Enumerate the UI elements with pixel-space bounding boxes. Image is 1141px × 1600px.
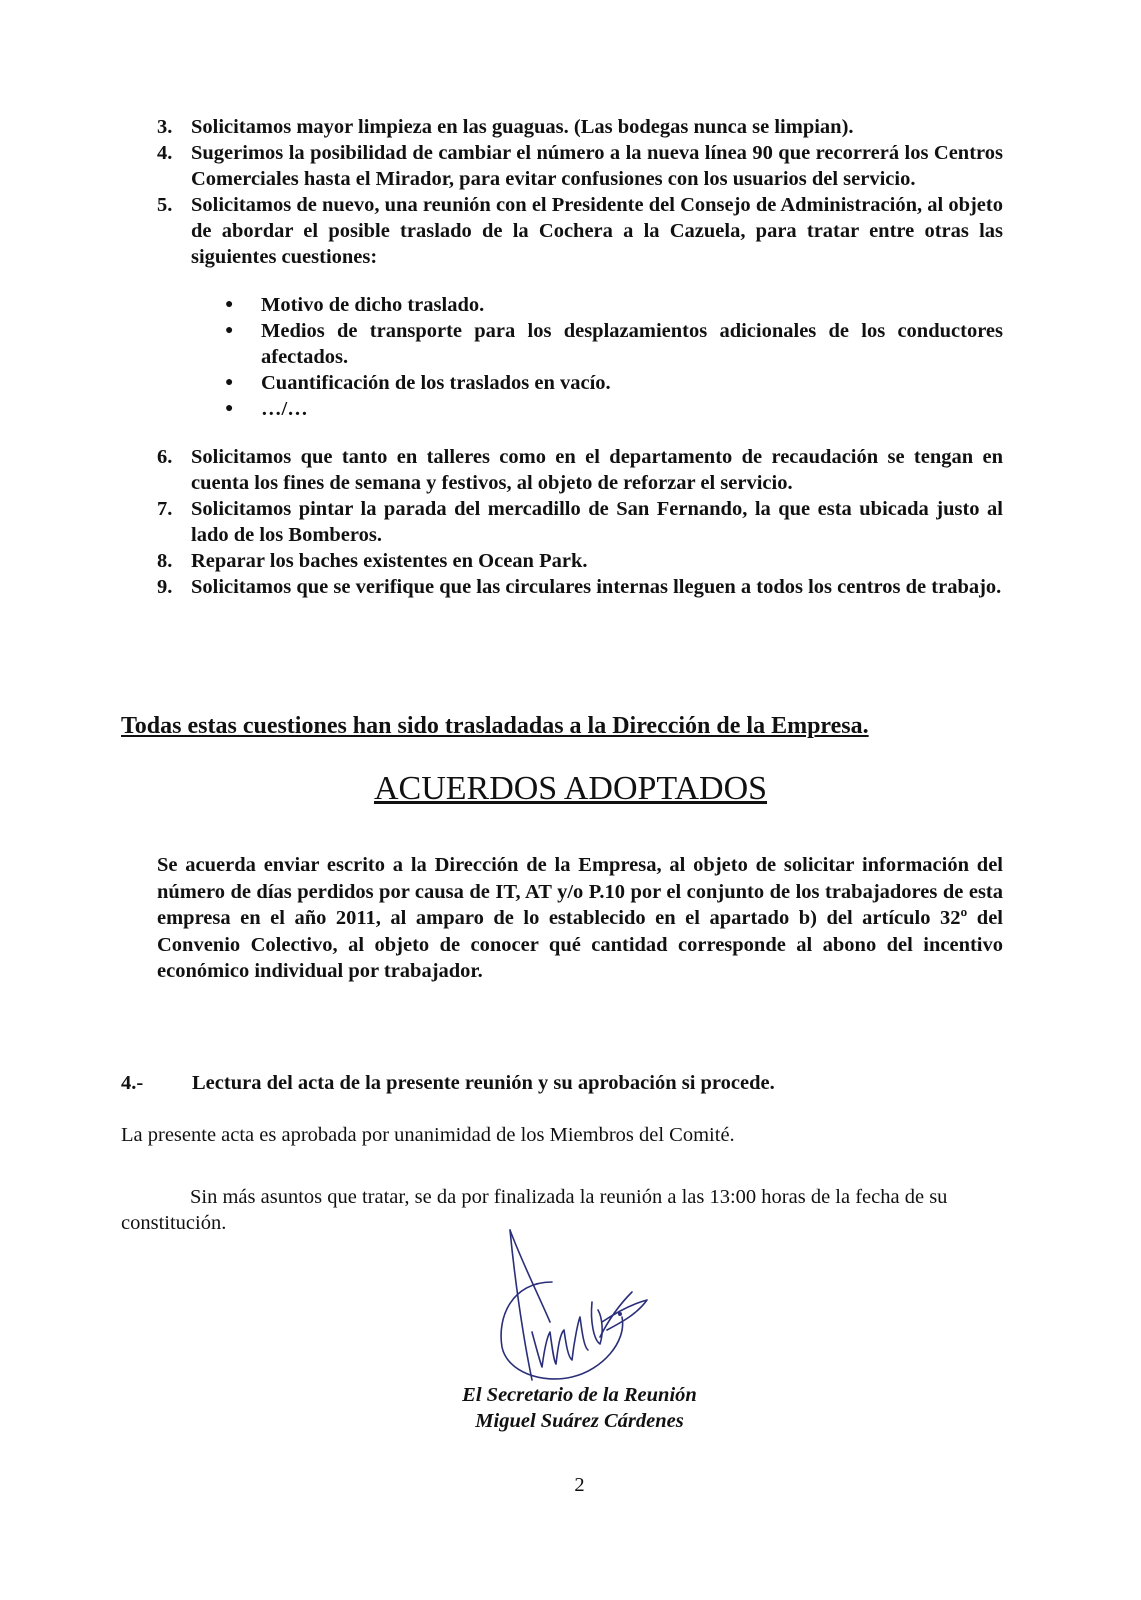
- item-number: 4.: [157, 142, 173, 164]
- list-item: [157, 192, 1003, 270]
- bullet-text: Cuantificación de los traslados en vacío.: [261, 372, 611, 394]
- item-number: 6.: [157, 446, 173, 468]
- item-number: 9.: [157, 576, 173, 598]
- list-item: [157, 140, 1003, 192]
- item-text: Reparar los baches existentes en Ocean Park.: [191, 550, 588, 572]
- bullet-item: [225, 292, 1003, 318]
- bullet-item: [225, 396, 1003, 422]
- item-number: 8.: [157, 550, 173, 572]
- signature: [492, 1222, 662, 1387]
- item-text: Sugerimos la posibilidad de cambiar el número a la nueva línea 90 que recorrerá los Centros Comerciales hasta el Mirador, para evitar confusiones con los usuarios del servicio.: [191, 142, 1003, 190]
- requests-list: [157, 114, 1003, 600]
- secretary-name: Miguel Suárez Cárdenes: [475, 1410, 684, 1432]
- item-number: 3.: [157, 116, 173, 138]
- bullet-icon: ●: [225, 401, 234, 416]
- bullet-icon: ●: [225, 375, 234, 390]
- agenda-point: [121, 1072, 775, 1095]
- agenda-point-number: 4.-: [121, 1072, 144, 1094]
- acuerdo-paragraph: Se acuerda enviar escrito a la Dirección de la Empresa, al objeto de solicitar información del número de días perdidos por causa de IT, AT y/o P.10 por el conjunto de los trabajadores de esta empresa en el año 2011, al amparo de lo establecido en el apartado b) del artículo 32º del Convenio Colectivo, al objeto de conocer qué cantidad corresponde al abono del incentivo económico individual por trabajador.: [157, 854, 1003, 982]
- signature-block: [0, 1382, 1141, 1434]
- bullet-list: [157, 292, 1003, 422]
- bullet-icon: ●: [225, 297, 234, 312]
- list-item: [157, 548, 1003, 574]
- item-text: Solicitamos que se verifique que las circulares internas lleguen a todos los centros de trabajo.: [191, 576, 1002, 598]
- list-item: [157, 496, 1003, 548]
- item-text: Solicitamos mayor limpieza en las guaguas. (Las bodegas nunca se limpian).: [191, 116, 854, 138]
- bullet-icon: ●: [225, 323, 234, 338]
- bullet-text: Medios de transporte para los desplazamientos adicionales de los conductores afectados.: [261, 320, 1003, 368]
- bullet-text: Motivo de dicho traslado.: [261, 294, 485, 316]
- list-item: [157, 114, 1003, 140]
- agenda-point-text: Lectura del acta de la presente reunión y su aprobación si procede.: [192, 1072, 775, 1094]
- item-text: Solicitamos que tanto en talleres como en el departamento de recaudación se tengan en cuenta los fines de semana y festivos, al objeto de reforzar el servicio.: [191, 446, 1003, 494]
- list-item: [157, 574, 1003, 600]
- bullet-item: [225, 318, 1003, 370]
- bullet-text: …/…: [261, 398, 308, 420]
- page-number: 2: [574, 1474, 585, 1496]
- item-text: Solicitamos de nuevo, una reunión con el Presidente del Consejo de Administración, al objeto de abordar el posible traslado de la Cochera a la Cazuela, para tratar entre otras las siguientes cuestiones:: [191, 194, 1003, 268]
- closing-paragraph: Sin más asuntos que tratar, se da por finalizada la reunión a las 13:00 horas de la fecha de su constitución.: [121, 1186, 948, 1234]
- item-number: 7.: [157, 498, 173, 520]
- list-item: [157, 444, 1003, 496]
- acuerdos-heading: ACUERDOS ADOPTADOS: [373, 770, 768, 807]
- item-text: Solicitamos pintar la parada del mercadillo de San Fernando, la que esta ubicada justo al lado de los Bomberos.: [191, 498, 1003, 546]
- bullet-item: [225, 370, 1003, 396]
- item-number: 5.: [157, 194, 173, 216]
- cuestiones-note: Todas estas cuestiones han sido trasladadas a la Dirección de la Empresa.: [121, 713, 869, 739]
- approval-paragraph: La presente acta es aprobada por unanimidad de los Miembros del Comité.: [121, 1124, 735, 1146]
- secretary-title: El Secretario de la Reunión: [462, 1384, 697, 1406]
